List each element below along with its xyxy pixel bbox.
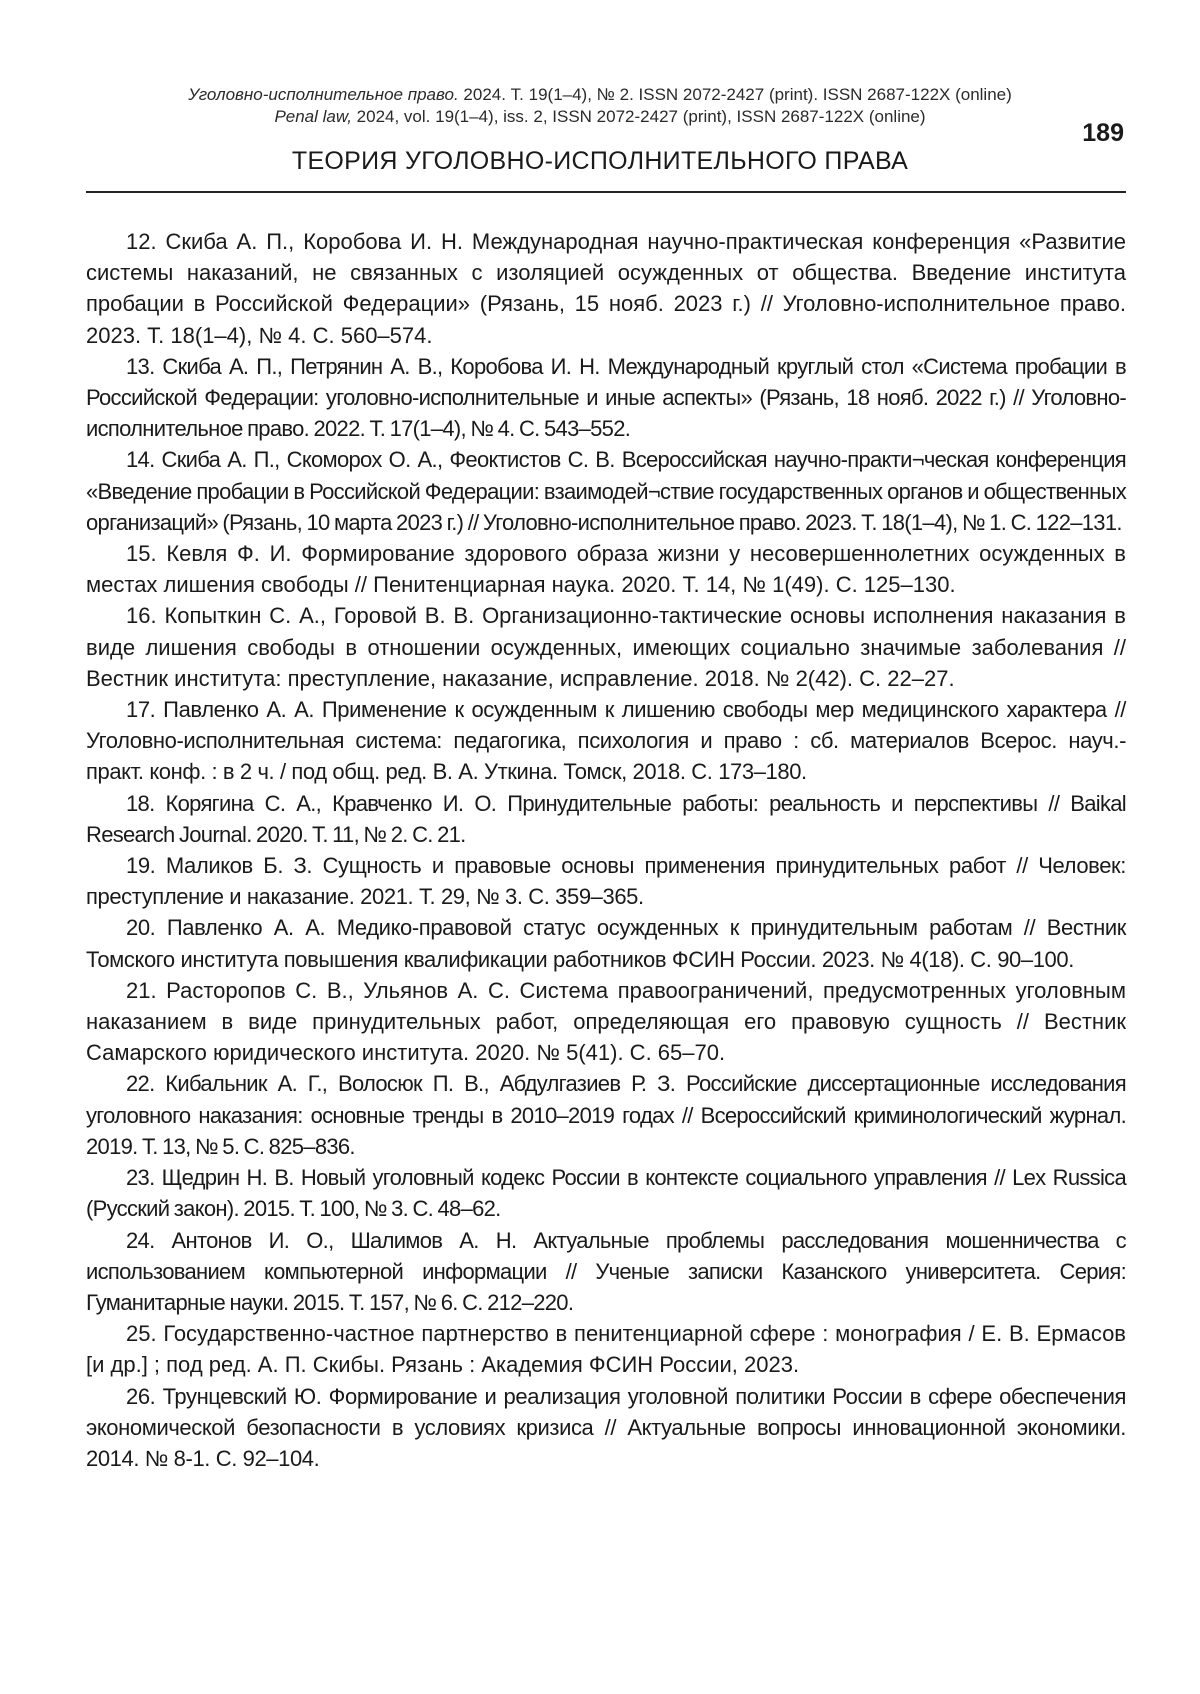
journal-details-ru: 2024. Т. 19(1–4), № 2. ISSN 2072-2427 (print). ISSN 2687-122X (online): [463, 85, 1011, 104]
reference-list: [86, 226, 1126, 1474]
reference-item-17: 17. Павленко А. А. Применение к осужденным к лишению свободы мер медицинского характера // Уголовно-исполнительная система: педагогика, психология и право : сб. материалов Всерос. науч.-практ. конф. : в 2 ч. / под общ. ред. В. А. Уткина. Томск, 2018. С. 173–180.: [86, 694, 1126, 788]
reference-item-18: 18. Корягина С. А., Кравченко И. О. Принудительные работы: реальность и перспективы // Baikal Research Journal. 2020. Т. 11, № 2. С. 21.: [86, 788, 1126, 850]
reference-item-12: 12. Скиба А. П., Коробова И. Н. Международная научно-практическая конференция «Развитие системы наказаний, не связанных с изоляцией осужденных от общества. Введение института пробации в Российской Федерации» (Рязань, 15 нояб. 2023 г.) // Уголовно-исполнительное право. 2023. Т. 18(1–4), № 4. С. 560–574.: [86, 226, 1126, 351]
reference-item-21: 21. Расторопов С. В., Ульянов А. С. Система правоограничений, предусмотренных уголовным наказанием в виде принудительных работ, определяющая его правовую сущность // Вестник Самарского юридического института. 2020. № 5(41). С. 65–70.: [86, 975, 1126, 1069]
running-header-en: [0, 106, 1200, 128]
journal-page: [0, 0, 1200, 1694]
reference-item-13: 13. Скиба А. П., Петрянин А. В., Коробова И. Н. Международный круглый стол «Система пробации в Российской Федерации: уголовно-исполнительные и иные аспекты» (Рязань, 18 нояб. 2022 г.) // Уголовно-исполнительное право. 2022. Т. 17(1–4), № 4. С. 543–552.: [86, 351, 1126, 445]
reference-item-19: 19. Маликов Б. З. Сущность и правовые основы применения принудительных работ // Человек: преступление и наказание. 2021. Т. 29, № 3. С. 359–365.: [86, 850, 1126, 912]
reference-item-26: 26. Трунцевский Ю. Формирование и реализация уголовной политики России в сфере обеспечения экономической безопасности в условиях кризиса // Актуальные вопросы инновационной экономики. 2014. № 8-1. С. 92–104.: [86, 1381, 1126, 1475]
page-number: 189: [1082, 118, 1124, 148]
reference-item-23: 23. Щедрин Н. В. Новый уголовный кодекс России в контексте социального управления // Lex Russica (Русский закон). 2015. Т. 100, № 3. С. 48–62.: [86, 1162, 1126, 1224]
reference-item-24: 24. Антонов И. О., Шалимов А. Н. Актуальные проблемы расследования мошенничества с использованием компьютерной информации // Ученые записки Казанского университета. Серия: Гуманитарные науки. 2015. Т. 157, № 6. С. 212–220.: [86, 1225, 1126, 1319]
reference-item-22: 22. Кибальник А. Г., Волосюк П. В., Абдулгазиев Р. З. Российские диссертационные исследования уголовного наказания: основные тренды в 2010–2019 годах // Всероссийский криминологический журнал. 2019. Т. 13, № 5. С. 825–836.: [86, 1068, 1126, 1162]
journal-title-ru: Уголовно-исполнительное право.: [188, 85, 458, 104]
reference-item-15: 15. Кевля Ф. И. Формирование здорового образа жизни у несовершеннолетних осужденных в местах лишения свободы // Пенитенциарная наука. 2020. Т. 14, № 1(49). С. 125–130.: [86, 538, 1126, 600]
journal-details-en: 2024, vol. 19(1–4), iss. 2, ISSN 2072-2427 (print), ISSN 2687-122X (online): [357, 107, 926, 126]
running-header-ru: [0, 84, 1200, 106]
journal-title-en: Penal law,: [274, 107, 352, 126]
reference-item-25: 25. Государственно-частное партнерство в пенитенциарной сфере : монография / Е. В. Ермасов [и др.] ; под ред. А. П. Скибы. Рязань : Академия ФСИН России, 2023.: [86, 1318, 1126, 1380]
reference-item-16: 16. Копыткин С. А., Горовой В. В. Организационно-тактические основы исполнения наказания в виде лишения свободы в отношении осужденных, имеющих социально значимые заболевания // Вестник института: преступление, наказание, исправление. 2018. № 2(42). С. 22–27.: [86, 600, 1126, 694]
header-divider: [86, 191, 1126, 193]
section-title: ТЕОРИЯ УГОЛОВНО-ИСПОЛНИТЕЛЬНОГО ПРАВА: [0, 146, 1200, 176]
reference-item-20: 20. Павленко А. А. Медико-правовой статус осужденных к принудительным работам // Вестник Томского института повышения квалификации работников ФСИН России. 2023. № 4(18). С. 90–100.: [86, 912, 1126, 974]
reference-item-14: 14. Скиба А. П., Скоморох О. А., Феоктистов С. В. Всероссийская научно-практи¬ческая конференция «Введение пробации в Российской Федерации: взаимодей¬ствие государственных органов и общественных организаций» (Рязань, 10 марта 2023 г.) // Уголовно-исполнительное право. 2023. Т. 18(1–4), № 1. С. 122–131.: [86, 444, 1126, 538]
